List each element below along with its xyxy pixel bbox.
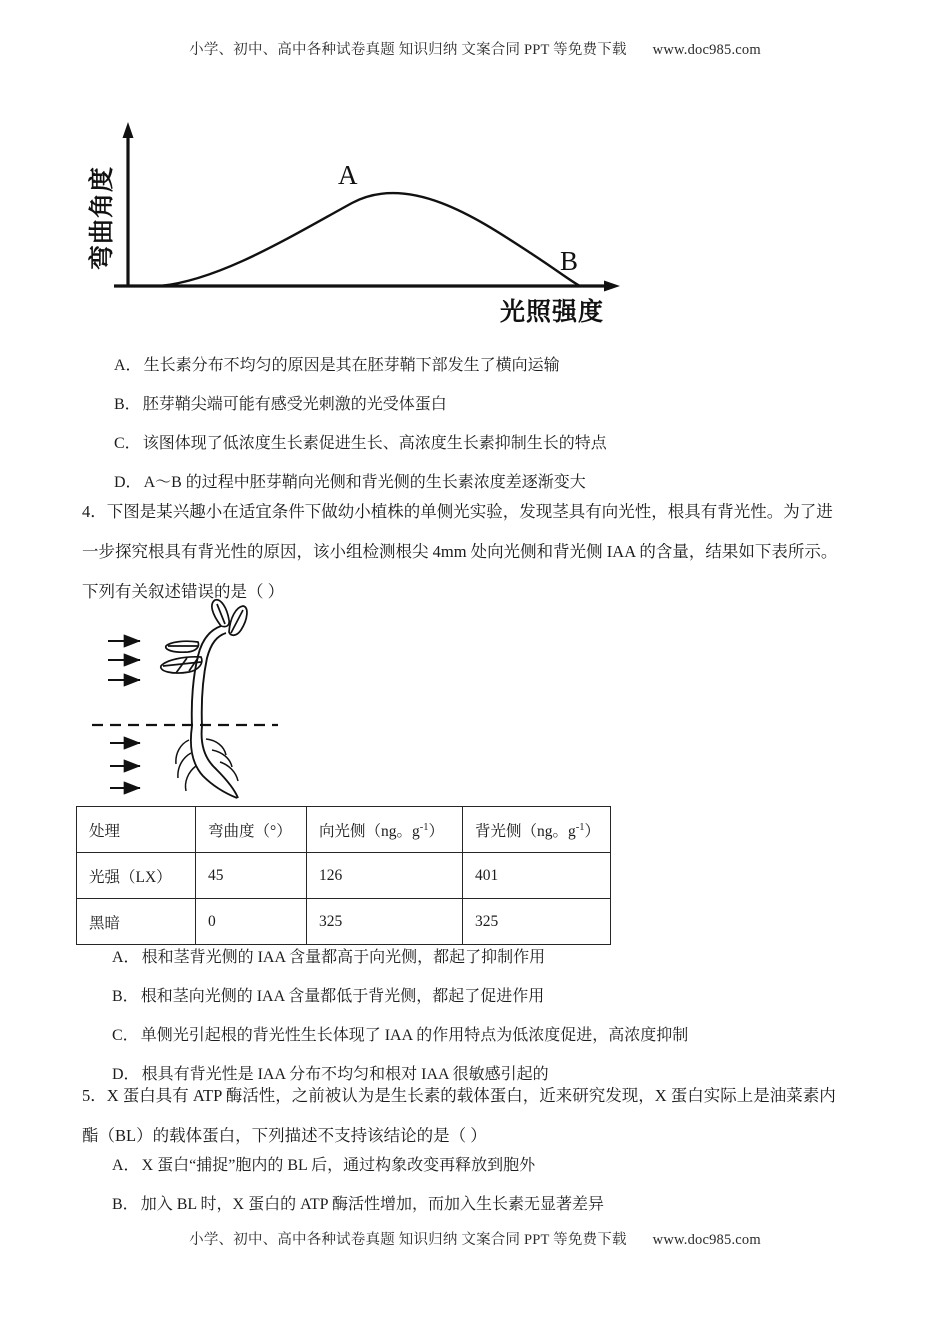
option-item[interactable] [114,469,607,492]
option-label: C． [112,1027,139,1044]
question4-stem-line: 4．下图是某兴趣小在适宜条件下做幼小植株的单侧光实验，发现茎具有向光性，根具有背光性。为了进 [82,502,833,521]
light-arrows-above-soil [108,641,140,680]
table-cell: 0 [196,899,307,945]
option-text: X 蛋白“捕捉”胞内的 BL 后，通过构象改变再释放到胞外 [141,1157,536,1174]
option-item[interactable] [114,430,607,453]
option-label: A． [112,949,140,966]
table-cell: 光强（LX） [77,853,196,899]
table-cell: 401 [463,853,611,899]
table-cell: 325 [463,899,611,945]
seedling-svg [88,598,338,803]
table-row [77,853,611,899]
table-header-cell: 背光侧（ng。$g^{-1}$） [463,807,611,853]
option-text: 生长素分布不均匀的原因是其在胚芽鞘下部发生了横向运输 [143,357,560,374]
running-footer-text: 小学、初中、高中各种试卷真题 知识归纳 文案合同 PPT 等免费下载 [189,1232,627,1248]
question4-stem-line: 下列有关叙述错误的是（ ） [82,582,285,601]
option-label: B． [114,396,141,413]
question4-options [112,944,688,1100]
chart-ylabel: 弯曲角度 [88,165,116,270]
option-item[interactable] [114,391,607,414]
figure-bending-angle-chart [80,112,640,334]
table-cell: 126 [307,853,463,899]
y-axis [123,122,134,286]
option-text: 根和茎背光侧的 IAA 含量都高于向光侧，都起了抑制作用 [141,949,546,966]
option-text: 根具有背光性是 IAA 分布不均匀和根对 IAA 很敏感引起的 [141,1066,549,1083]
option-label: D． [112,1066,140,1083]
question5-stem [82,1082,892,1162]
option-label: A． [114,357,142,374]
option-text: 加入 BL 时，X 蛋白的 ATP 酶活性增加，而加入生长素无显著差异 [140,1196,604,1213]
x-axis [114,281,620,292]
option-label: B． [112,988,139,1005]
option-item[interactable] [112,944,688,967]
curve-bending-angle [160,193,580,286]
option-text: 胚芽鞘尖端可能有感受光刺激的光受体蛋白 [142,396,447,413]
annotation-label-b: B [560,246,579,276]
option-item[interactable] [112,1152,604,1175]
option-label: C． [114,435,141,452]
option-label: A． [112,1157,140,1174]
option-label: D． [114,474,142,491]
table-cell: 325 [307,899,463,945]
shoot-leaves [212,600,247,635]
option-label: B． [112,1196,139,1213]
table-cell: 45 [196,853,307,899]
figure-seedling-diagram [88,598,338,803]
table-header-cell: 弯曲度（°） [196,807,307,853]
table-header-cell: 处理 [77,807,196,853]
option-item[interactable] [114,352,607,375]
table-cell: 黑暗 [77,899,196,945]
question4-stem-line: 一步探究根具有背光性的原因，该小组检测根尖 4mm 处向光侧和背光侧 IAA 的含量，结果如下表所示。 [82,542,838,561]
running-header-site: www.doc985.com [652,42,761,58]
running-footer [0,1228,950,1249]
option-item[interactable] [112,1061,688,1084]
question5-options [112,1152,604,1230]
chart-svg [80,112,640,334]
table-header-cell: 向光侧（ng。$g^{-1}$） [307,807,463,853]
iaa-content-table [76,806,611,945]
option-item[interactable] [112,1022,688,1045]
table-header-row [77,807,611,853]
option-text: 根和茎向光侧的 IAA 含量都低于背光侧，都起了促进作用 [140,988,545,1005]
question5-stem-line: 酯（BL）的载体蛋白，下列描述不支持该结论的是（ ） [82,1126,487,1145]
option-item[interactable] [112,1191,604,1214]
option-text: 单侧光引起根的背光性生长体现了 IAA 的作用特点为低浓度促进，高浓度抑制 [140,1027,689,1044]
question5-stem-line: 5．X 蛋白具有 ATP 酶活性，之前被认为是生长素的载体蛋白，近来研究发现，X 蛋白实际上是油菜素内 [82,1086,836,1105]
table-row [77,899,611,945]
chart-xlabel: 光照强度 [500,298,605,326]
option-item[interactable] [112,983,688,1006]
light-arrows-below-soil [110,743,140,788]
question3-options [114,352,607,508]
option-text: A～B 的过程中胚芽鞘向光侧和背光侧的生长素浓度差逐渐变大 [143,474,586,491]
annotation-label-a: A [338,160,358,190]
running-header-text: 小学、初中、高中各种试卷真题 知识归纳 文案合同 PPT 等免费下载 [189,42,627,58]
running-header [0,38,950,59]
option-text: 该图体现了低浓度生长素促进生长、高浓度生长素抑制生长的特点 [142,435,607,452]
running-footer-site: www.doc985.com [652,1232,761,1248]
